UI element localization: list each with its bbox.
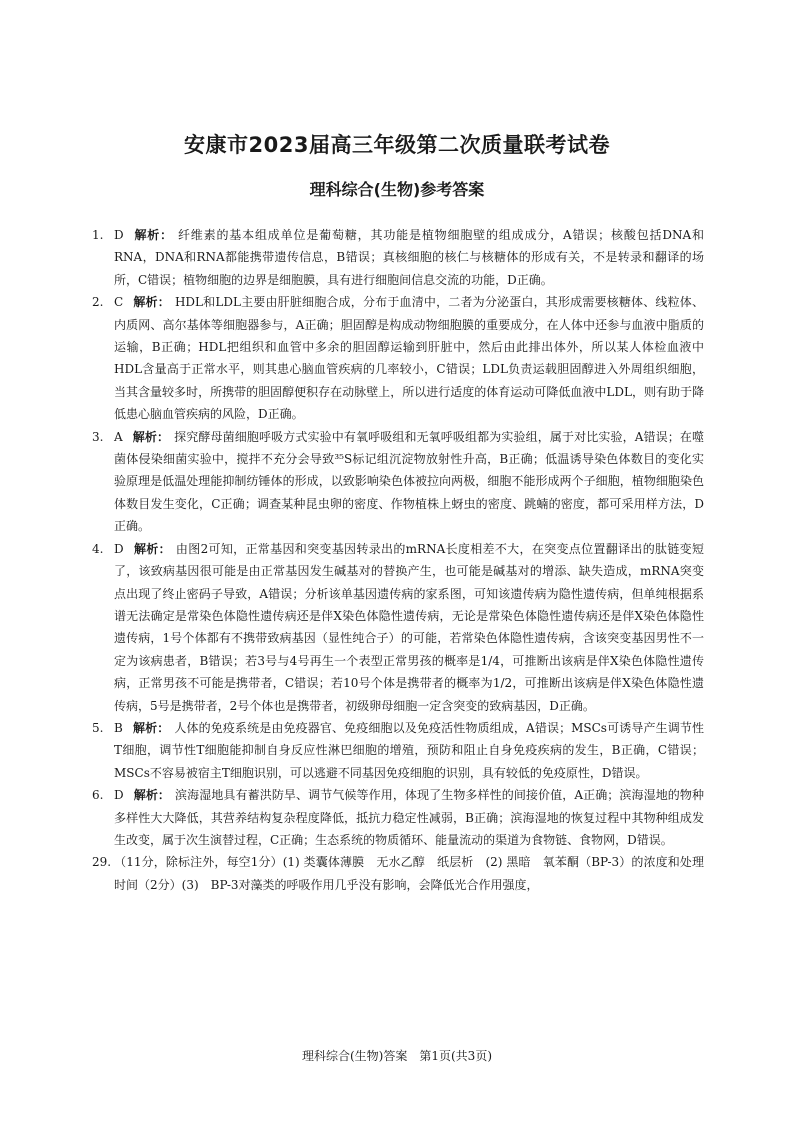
answer-text: 纤维素的基本组成单位是葡萄糖，其功能是植物细胞壁的组成成分，A错误；核酸包括DNA和RNA，DNA和RNA都能携带遗传信息，B错误；真核细胞的核仁与核糖体的形成有关，不是转录和翻译的场所，C错误；植物细胞的边界是细胞膜，具有进行细胞间信息交流的功能，D正确。 (114, 228, 704, 287)
answer-number: 1. (92, 228, 104, 242)
answer-choice: D (114, 228, 124, 242)
answer-text: （11分，除标注外，每空1分）(1) 类囊体薄膜 无水乙醇 纸层析 (2) 黑暗 氧苯酮（BP-3）的浓度和处理时间（2分）(3) BP-3对藻类的呼吸作用几乎没有影响，会降低光合作用强度， (114, 855, 704, 892)
answer-content (92, 224, 704, 896)
answer-item-5 (92, 717, 704, 784)
answer-text: HDL和LDL主要由肝脏细胞合成，分布于血清中，二者为分泌蛋白，其形成需要核糖体、线粒体、内质网、高尔基体等细胞器参与，A正确；胆固醇是构成动物细胞膜的重要成分，在人体中还参与血液中脂质的运输，B正确；HDL把组织和血管中多余的胆固醇运输到肝脏中，然后由此排出体外，所以某人体检血液中HDL含量高于正常水平，则其患心脑血管疾病的几率较小，C错误；LDL负责运载胆固醇进入外周组织细胞，当其含量较多时，所携带的胆固醇便积存在动脉壁上，所以进行适度的体育运动可降低血液中LDL，则有助于降低患心脑血管疾病的风险，D正确。 (114, 295, 704, 422)
analysis-label: 解析： (133, 295, 170, 310)
answer-choice: D (114, 541, 124, 556)
analysis-label: 解析： (133, 228, 173, 242)
answer-text: 由图2可知，正常基因和突变基因转录出的mRNA长度相差不大，在突变点位置翻译出的肽链变短了，该致病基因很可能是由正常基因发生碱基对的替换产生，也可能是碱基对的增添、缺失造成，mRNA突变点出现了终止密码子导致，A错误；分析该单基因遗传病的家系图，可知该遗传病为隐性遗传病，但单纯根据系谱无法确定是常染色体隐性遗传病还是伴X染色体隐性遗传病，无论是常染色体隐性遗传病还是伴X染色体隐性遗传病，1号个体都有不携带致病基因（显性纯合子）的可能，若常染色体隐性遗传病，含该突变基因男性不一定为该病患者，B错误；若3号与4号再生一个表型正常男孩的概率是1/4，可推断出该病是伴X染色体隐性遗传病，正常男孩不可能是携带者，C错误；若10号个体是携带者的概率为1/2，可推断出该病是伴X染色体隐性遗传病，5号是携带者，2号个体也是携带者，初级卵母细胞一定含突变的致病基因，D正确。 (114, 541, 704, 713)
page-footer: 理科综合(生物)答案 第1页(共3页) (302, 1049, 492, 1063)
analysis-label: 解析： (132, 720, 170, 735)
analysis-label: 解析： (133, 541, 171, 556)
answer-number: 4. (92, 541, 104, 556)
answer-item-2 (92, 291, 704, 425)
answer-text: 滨海湿地具有蓄洪防旱、调节气候等作用，体现了生物多样性的间接价值，A正确；滨海湿地的物种多样性大大降低，其营养结构复杂程度降低，抵抗力稳定性减弱，B正确；滨海湿地的恢复过程中其物种组成发生改变，属于次生演替过程，C正确；生态系统的物质循环、能量流动的渠道为食物链、食物网，D错误。 (114, 788, 704, 847)
answer-item-4 (92, 538, 704, 717)
analysis-label: 解析： (132, 429, 170, 444)
answer-item-6 (92, 784, 704, 851)
answer-item-29 (92, 851, 704, 896)
answer-text: 探究酵母菌细胞呼吸方式实验中有氧呼吸组和无氧呼吸组都为实验组，属于对比实验，A错误；在噬菌体侵染细菌实验中，搅拌不充分会导致³⁵S标记组沉淀物放射性升高，B正确；低温诱导染色体数目的变化实验原理是低温处理能抑制纺锤体的形成，以致影响染色体被拉向两极，细胞不能形成两个子细胞，植物细胞染色体数目发生变化，C正确；调查某种昆虫卵的密度、作物植株上蚜虫的密度、跳蝻的密度，都可采用样方法，D正确。 (114, 429, 704, 534)
answer-number: 29. (92, 855, 112, 870)
answer-number: 2. (92, 295, 104, 310)
answer-item-1 (92, 224, 704, 291)
answer-choice: D (114, 788, 124, 803)
answer-choice: A (114, 429, 123, 444)
analysis-label: 解析： (133, 788, 171, 803)
answer-number: 6. (92, 788, 104, 803)
answer-text: 人体的免疫系统是由免疫器官、免疫细胞以及免疫活性物质组成，A错误；MSCs可诱导产生调节性T细胞，调节性T细胞能抑制自身反应性淋巴细胞的增殖，预防和阻止自身免疫疾病的发生，B正确，C错误；MSCs不容易被宿主T细胞识别，可以逃避不同基因免疫细胞的识别，具有较低的免疫原性，D错误。 (114, 720, 704, 780)
answer-number: 5. (92, 720, 104, 735)
page-title: 安康市2023届高三年级第二次质量联考试卷 (184, 133, 610, 157)
answer-choice: B (114, 720, 123, 735)
answer-number: 3. (92, 429, 104, 444)
answer-item-3 (92, 426, 704, 538)
page-subtitle: 理科综合(生物)参考答案 (309, 180, 485, 199)
answer-choice: C (114, 295, 124, 310)
